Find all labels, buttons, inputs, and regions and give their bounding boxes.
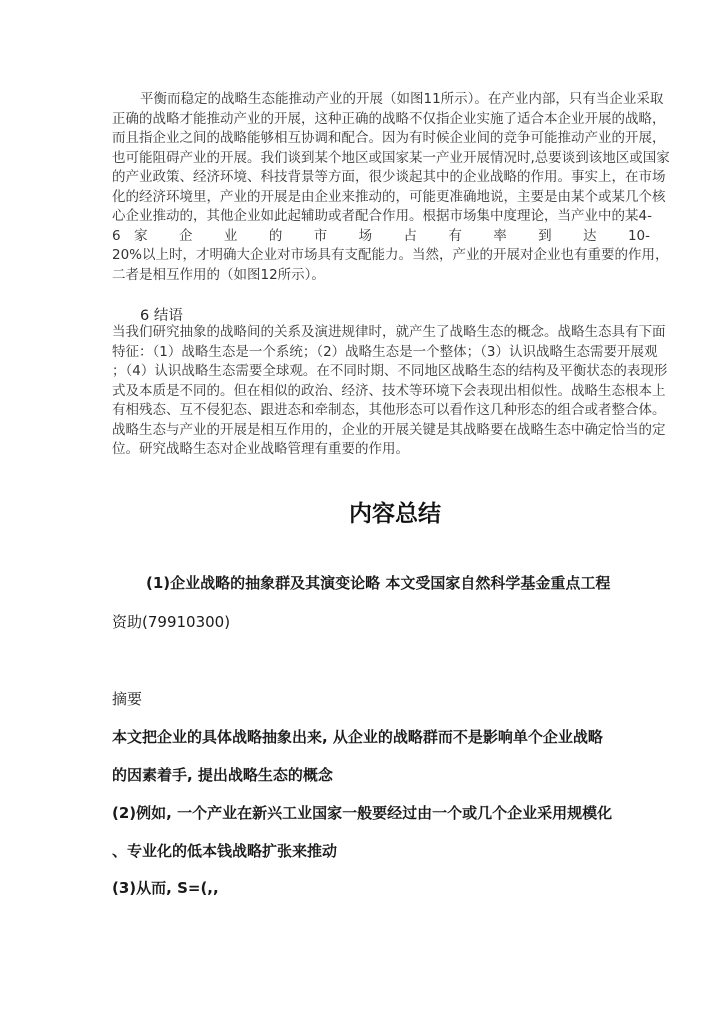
text-line: 20%以上时，才明确大企业对市场具有支配能力。当然，产业的开展对企业也有重要的作用， <box>112 247 669 263</box>
text-line: 二者是相互作用的（如图12所示）。 <box>112 266 325 283</box>
text-line: 平衡而稳定的战略生态能推动产业的开展（如图11所示）。在产业内部，只有当企业采取 <box>140 91 664 107</box>
summary-item-2-cont: 、专业化的低本钱战略扩张来推动 <box>112 842 338 860</box>
summary-item-3: (3)从而, S=(,, <box>112 879 219 897</box>
text-line: 而且指企业之间的战略能够相互协调和配合。因为有时候企业间的竞争可能推动产业的开展， <box>112 130 666 146</box>
summary-item-2: (2)例如, 一个产业在新兴工业国家一般要经过由一个或几个企业采用规模化 <box>112 804 613 822</box>
text-line: ；（4）认识战略生态需要全球观。在不同时期、不同地区战略生态的结构及平衡状态的表现形 <box>112 363 668 379</box>
text-line: 特征：（1）战略生态是一个系统；（2）战略生态是一个整体；（3）认识战略生态需要开展观 <box>112 343 658 360</box>
body-paragraph-2 <box>112 323 668 460</box>
text-line: 式及本质是不同的。但在相似的政治、经济、技术等环境下会表现出相似性。战略生态根本上 <box>112 382 666 399</box>
section-heading: 6 结语 <box>140 308 183 324</box>
text-line: 正确的战略才能推动产业的开展，这种正确的战略不仅指企业实施了适合本企业开展的战略， <box>112 110 666 127</box>
body-paragraph-1 <box>112 90 670 285</box>
text-line: 的产业政策、经济环境、科技背景等方面，很少谈起其中的企业战略的作用。事实上，在市场 <box>112 169 666 185</box>
text-line: 当我们研究抽象的战略间的关系及演进规律时，就产生了战略生态的概念。战略生态具有下面 <box>112 324 666 340</box>
abstract-label: 摘要 <box>112 690 143 708</box>
summary-item-1: (1)企业战略的抽象群及其演变论略 本文受国家自然科学基金重点工程 <box>146 574 611 592</box>
abstract-text-cont: 的因素着手, 提出战略生态的概念 <box>112 766 333 784</box>
text-line: 战略生态与产业的开展是相互作用的，企业的开展关键是其战略要在战略生态中确定恰当的定 <box>112 421 666 438</box>
summary-item-1-cont: 资助(79910300) <box>112 613 231 631</box>
abstract-text: 本文把企业的具体战略抽象出来, 从企业的战略群而不是影响单个企业战略 <box>112 728 603 746</box>
text-line: 也可能阻碍产业的开展。我们谈到某个地区或国家某一产业开展情况时,总要谈到该地区或国家 <box>112 149 670 166</box>
text-line: 有相残态、互不侵犯态、跟进态和牵制态，其他形态可以看作这几种形态的组合或者整合体。 <box>112 402 666 418</box>
text-line: 位。研究战略生态对企业战略管理有重要的作用。 <box>112 441 409 457</box>
text-line: 心企业推动的，其他企业如此起辅助或者配合作用。根据市场集中度理论，当产业中的某4- <box>112 208 652 224</box>
text-line: 6家 企 业 的 市 场 占 有 率 到 达 10- <box>112 227 650 244</box>
summary-title: 内容总结 <box>349 501 441 527</box>
text-line: 化的经济环境里，产业的开展是由企业来推动的，可能更准确地说，主要是由某个或某几个核 <box>112 188 666 205</box>
